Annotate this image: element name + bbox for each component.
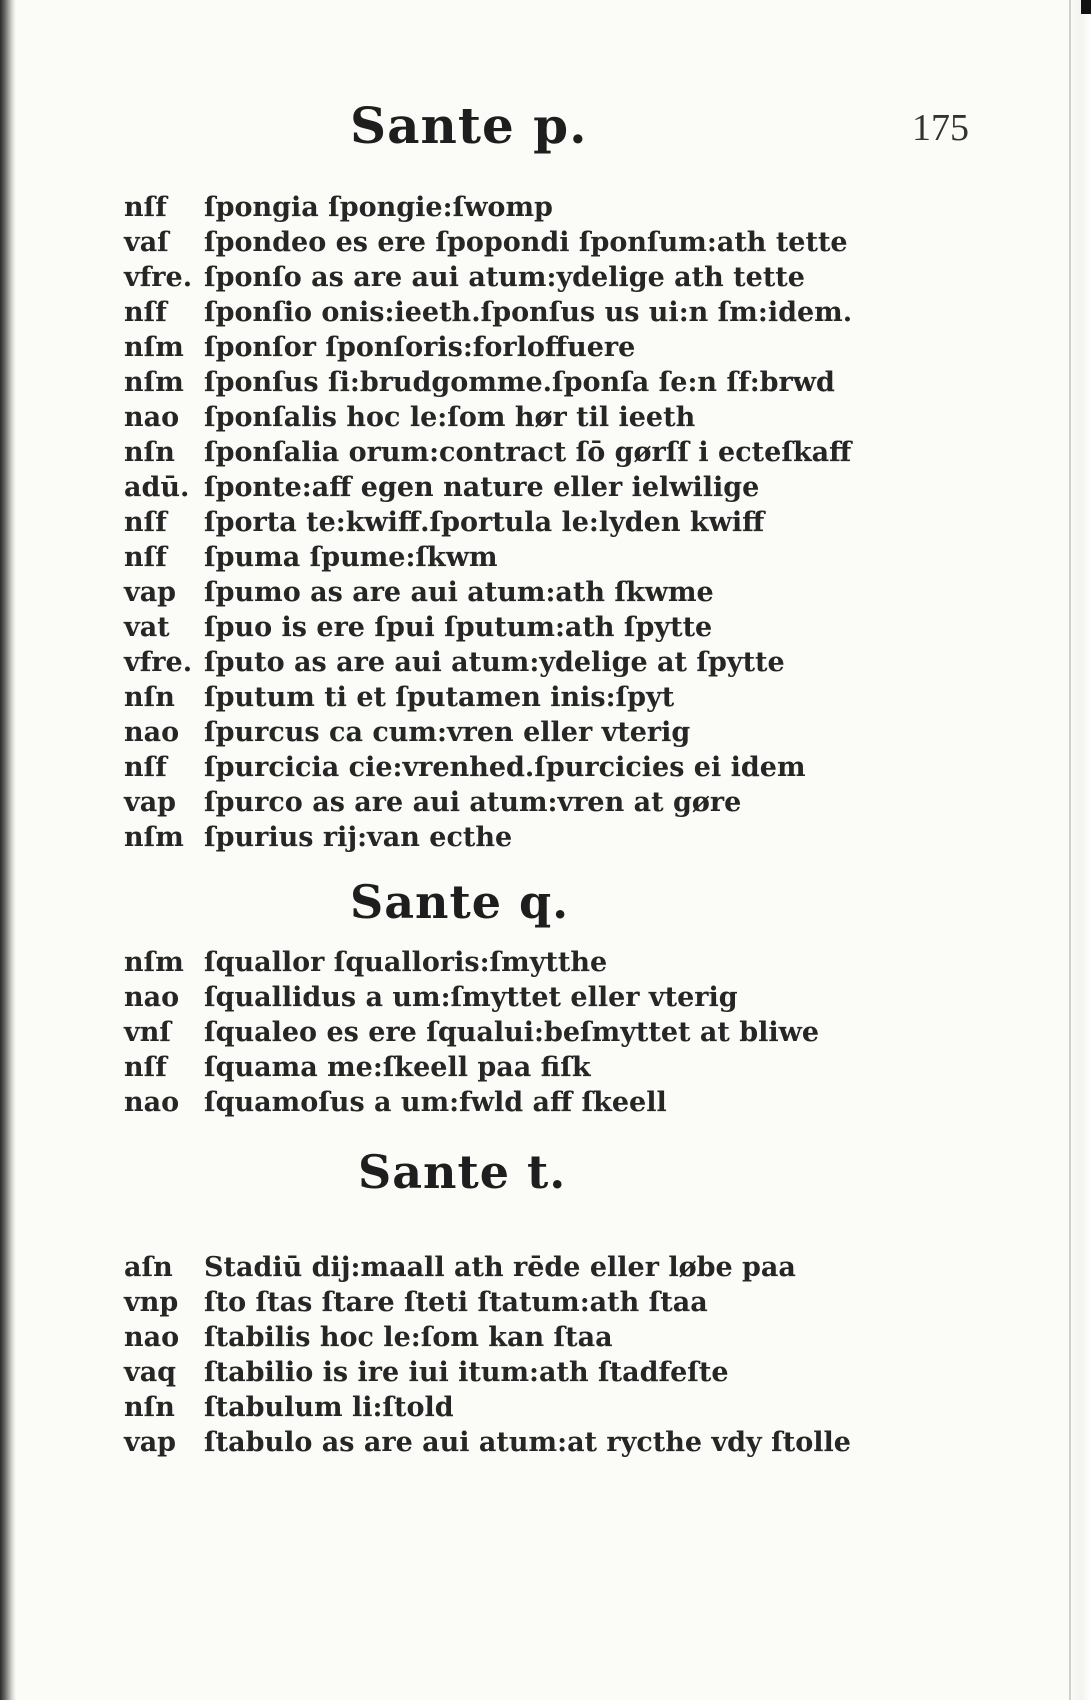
entry-row	[124, 1015, 904, 1050]
grammar-code: nſm	[124, 367, 184, 398]
grammar-code: vap	[124, 1427, 177, 1458]
grammar-code: nao	[124, 1322, 180, 1353]
entry-text: ſponſus ſi:brudgomme.ſponſa ſe:n ſf:brwd	[204, 367, 835, 398]
grammar-code: vap	[124, 577, 177, 608]
grammar-code: vnſ	[124, 1017, 171, 1048]
grammar-code: nſn	[124, 682, 175, 713]
entry-text: ſporta te:kwiff.ſportula le:lyden kwiff	[204, 507, 765, 538]
entry-text: ſponte:aff egen nature eller ielwilige	[204, 472, 760, 503]
entry-row	[124, 1285, 904, 1320]
entry-text: ſponſor ſponſoris:forloffuere	[204, 332, 636, 363]
binding-edge	[0, 0, 16, 1700]
entry-row	[124, 1355, 904, 1390]
entry-text: ſpurco as are aui atum:vren at gøre	[204, 787, 742, 818]
section-heading-sante-t: Sante t.	[358, 1145, 567, 1199]
grammar-code: nſf	[124, 542, 167, 573]
entry-text: ſpuo is ere ſpui ſputum:ath ſpytte	[204, 612, 713, 643]
entry-row	[124, 820, 904, 855]
entry-row	[124, 330, 904, 365]
entry-text: ſtabilis hoc le:ſom kan ſtaa	[204, 1322, 613, 1353]
entry-row	[124, 945, 904, 980]
entry-row	[124, 715, 904, 750]
entry-text: ſto ſtas ſtare ſteti ſtatum:ath ſtaa	[204, 1287, 708, 1318]
entry-row	[124, 505, 904, 540]
page-heading: Sante p.	[350, 96, 588, 155]
entry-text: ſtabulum li:ſtold	[204, 1392, 454, 1423]
grammar-code: vfre.	[124, 262, 193, 293]
entry-text: ſputum ti et ſputamen inis:ſpyt	[204, 682, 675, 713]
entry-text: ſponſio onis:ieeth.ſponſus us ui:n ſm:idem.	[204, 297, 853, 328]
grammar-code: nſf	[124, 192, 167, 223]
entry-row	[124, 575, 904, 610]
entry-text: ſquamoſus a um:fwld aff ſkeell	[204, 1087, 667, 1118]
entry-row	[124, 190, 904, 225]
grammar-code: nao	[124, 402, 180, 433]
page-number: 175	[912, 107, 969, 149]
entry-text: ſpuma ſpume:ſkwm	[204, 542, 498, 573]
entry-row	[124, 540, 904, 575]
page-right-edge	[1069, 0, 1091, 1700]
entry-text: ſpongia ſpongie:ſwomp	[204, 192, 553, 223]
entry-text: ſquama me:ſkeell paa fiſk	[204, 1052, 591, 1083]
entry-row	[124, 785, 904, 820]
entry-row	[124, 400, 904, 435]
entry-row	[124, 435, 904, 470]
entry-text: ſtabulo as are aui atum:at rycthe vdy ſtolle	[204, 1427, 851, 1458]
entry-row	[124, 645, 904, 680]
entry-text: ſpurius rij:van ecthe	[204, 822, 513, 853]
grammar-code: aſn	[124, 1252, 173, 1283]
entry-row	[124, 260, 904, 295]
grammar-code: nao	[124, 717, 180, 748]
entry-row	[124, 295, 904, 330]
grammar-code: vap	[124, 787, 177, 818]
entry-row	[124, 750, 904, 785]
entry-text: ſquallidus a um:ſmyttet eller vterig	[204, 982, 738, 1013]
grammar-code: vfre.	[124, 647, 193, 678]
grammar-code: nſm	[124, 947, 184, 978]
entries-sante-q	[124, 945, 904, 1120]
entry-text: Stadiū dij:maall ath rēde eller løbe paa	[204, 1252, 796, 1283]
entry-row	[124, 1085, 904, 1120]
entry-text: ſpumo as are aui atum:ath ſkwme	[204, 577, 714, 608]
entry-text: ſqualeo es ere ſqualui:beſmyttet at bliwe	[204, 1017, 820, 1048]
entry-row	[124, 225, 904, 260]
grammar-code: nſn	[124, 1392, 175, 1423]
grammar-code: nſf	[124, 507, 167, 538]
entry-row	[124, 1320, 904, 1355]
entry-text: ſpurcicia cie:vrenhed.ſpurcicies ei idem	[204, 752, 806, 783]
grammar-code: nao	[124, 1087, 180, 1118]
entry-text: ſponſalia orum:contract ſō gørſſ i ecteſkaff	[204, 437, 852, 468]
entry-row	[124, 1425, 904, 1460]
grammar-code: vnp	[124, 1287, 179, 1318]
section-heading-sante-q: Sante q.	[350, 875, 570, 929]
grammar-code: nſf	[124, 752, 167, 783]
entry-row	[124, 1250, 904, 1285]
entry-row	[124, 610, 904, 645]
entry-text: ſputo as are aui atum:ydelige at ſpytte	[204, 647, 785, 678]
grammar-code: nao	[124, 982, 180, 1013]
entry-text: ſponſo as are aui atum:ydelige ath tette	[204, 262, 805, 293]
grammar-code: nſm	[124, 332, 184, 363]
entry-row	[124, 1050, 904, 1085]
grammar-code: nſm	[124, 822, 184, 853]
entry-text: ſpurcus ca cum:vren eller vterig	[204, 717, 691, 748]
entry-row	[124, 365, 904, 400]
entry-text: ſponſalis hoc le:ſom hør til ieeth	[204, 402, 696, 433]
grammar-code: vaſ	[124, 227, 169, 258]
grammar-code: vaq	[124, 1357, 177, 1388]
entry-row	[124, 1390, 904, 1425]
entry-text: ſpondeo es ere ſpopondi ſponſum:ath tette	[204, 227, 848, 258]
grammar-code: nſf	[124, 297, 167, 328]
entry-row	[124, 470, 904, 505]
entries-sante-p	[124, 190, 904, 855]
corner-mark	[1081, 0, 1091, 14]
entry-row	[124, 680, 904, 715]
grammar-code: vat	[124, 612, 170, 643]
entries-sante-t	[124, 1250, 904, 1460]
grammar-code: adū.	[124, 472, 190, 503]
entry-text: ſquallor ſqualloris:ſmytthe	[204, 947, 608, 978]
entry-row	[124, 980, 904, 1015]
grammar-code: nſf	[124, 1052, 167, 1083]
grammar-code: nſn	[124, 437, 175, 468]
entry-text: ſtabilio is ire iui itum:ath ſtadfeſte	[204, 1357, 729, 1388]
